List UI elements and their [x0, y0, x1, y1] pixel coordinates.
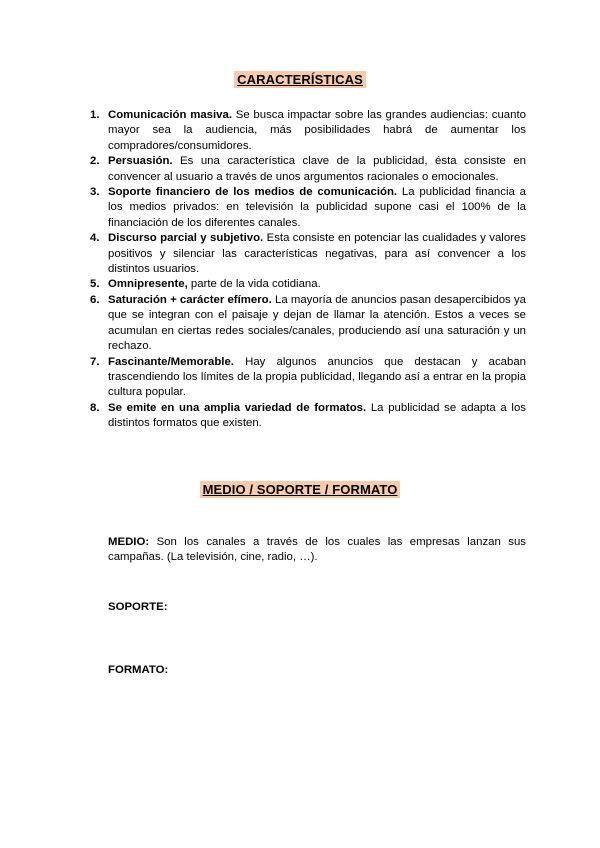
item-text: La publicidad se adapta a los distintos formatos que existen.: [108, 401, 526, 430]
formato-definition: [108, 663, 526, 678]
medio-soporte-formato-title: MEDIO / SOPORTE / FORMATO: [200, 481, 401, 498]
item-title: Discurso parcial y subjetivo.: [108, 232, 264, 245]
list-item: [90, 231, 526, 277]
caracteristicas-heading: [0, 71, 600, 89]
list-item: [90, 154, 526, 185]
list-item: [90, 277, 526, 292]
caracteristicas-title: CARACTERÍSTICAS: [234, 71, 366, 88]
item-text: Es una característica clave de la publicidad, ésta consiste en convencer al usuario a través de unos argumentos racionales o emocionales.: [108, 155, 526, 183]
item-title: Saturación + carácter efímero.: [108, 293, 272, 306]
medio-text: Son los canales a través de los cuales las empresas lanzan sus campañas. (La televisión, cine, radio, …).: [108, 536, 526, 564]
item-title: Persuasión.: [108, 155, 173, 168]
item-text: Hay algunos anuncios que destacan y acaban trascendiendo los límites de la propia publicidad, llegando así a entrar en la propia cultura popular.: [108, 355, 526, 399]
item-title: Fascinante/Memorable.: [108, 355, 234, 368]
item-text: La publicidad financia a los medios privados: en televisión la publicidad supone casi el 100% de la financiación de los diferentes canales.: [108, 186, 526, 229]
list-item: [90, 293, 526, 355]
list-item: [90, 185, 526, 231]
list-item: [90, 355, 526, 401]
formato-label: FORMATO:: [108, 664, 169, 676]
item-text: La mayoría de anuncios pasan desapercibidos ya que se integran con el paisaje y dejan de llamar la atención. Estos a veces se acumulan en ciertas redes sociales/canales, produciendo así una saturación y un rechazo.: [108, 293, 526, 353]
item-number: 4.: [90, 232, 100, 245]
item-number: 1.: [90, 109, 100, 121]
medio-soporte-formato-heading: [0, 481, 600, 499]
item-number: 5.: [90, 278, 100, 291]
medio-label: MEDIO:: [108, 536, 150, 548]
list-item: [90, 108, 526, 154]
soporte-label: SOPORTE:: [108, 601, 168, 613]
characteristics-list: [90, 108, 526, 432]
list-item: [90, 401, 526, 432]
medio-definition: [108, 535, 526, 566]
item-title: Soporte financiero de los medios de comunicación.: [108, 186, 398, 199]
item-text: Esta consiste en potenciar las cualidades y valores positivos y silenciar las características negativas, para así convencer a los distintos usuarios.: [108, 232, 526, 276]
soporte-definition: [108, 600, 526, 615]
item-number: 6.: [90, 293, 100, 306]
item-title: Omnipresente,: [108, 278, 188, 291]
item-number: 7.: [90, 355, 100, 368]
item-number: 8.: [90, 401, 100, 414]
item-number: 2.: [90, 155, 100, 168]
item-title: Se emite en una amplia variedad de formatos.: [108, 401, 367, 414]
item-number: 3.: [90, 186, 100, 199]
item-title: Comunicación masiva.: [108, 109, 233, 121]
item-text: Se busca impactar sobre las grandes audiencias: cuanto mayor sea la audiencia, más posibilidades habrá de aumentar los compradores/consumidores.: [108, 109, 526, 152]
item-text: parte de la vida cotidiana.: [187, 278, 321, 291]
